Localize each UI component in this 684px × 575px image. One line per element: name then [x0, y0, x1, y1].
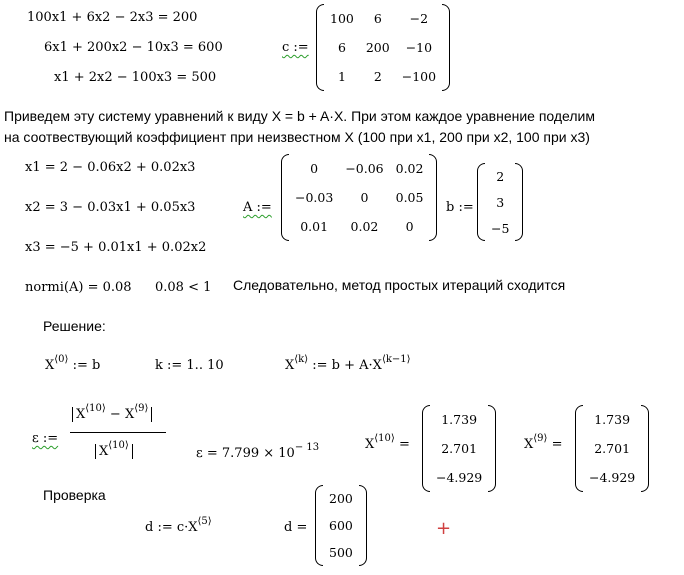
- matrix-cell: −10: [405, 40, 433, 55]
- insertion-cursor-mark[interactable]: +: [436, 518, 452, 539]
- matrix-cell: 3: [496, 194, 505, 210]
- matrix-cell: 0: [360, 190, 369, 205]
- matrix-cell: 200: [329, 491, 353, 506]
- A-definition-label: A :=: [243, 200, 272, 215]
- matrix-right-bracket: [359, 485, 367, 566]
- matrix-cell: −5: [491, 220, 510, 236]
- equation-2: 6x1 + 200x2 − 10x3 = 600: [44, 40, 223, 55]
- x10-result-label: $X^{⟨10⟩}$ =: [365, 433, 410, 452]
- matrix-right-bracket: [429, 154, 437, 241]
- matrix-cell: 2.701: [441, 441, 478, 456]
- k-range-definition: k := 1.. 10: [155, 358, 224, 373]
- epsilon-numerator: $X^{⟨10⟩} - X^{⟨9⟩}$: [72, 407, 152, 422]
- matrix-left-bracket: [281, 154, 289, 241]
- paragraph-line-2: на соотвествующий коэффициент при неизвестном X (100 при x1, 200 при x2, 100 при x3): [4, 129, 590, 145]
- A-matrix: [281, 154, 437, 241]
- c-definition-label: c :=: [282, 40, 309, 55]
- d-definition: d := $c\cdot X^{⟨5⟩}$: [145, 516, 212, 535]
- matrix-cell: 0.02: [350, 219, 379, 234]
- matrix-left-bracket: [477, 163, 485, 241]
- matrix-left-bracket: [316, 4, 324, 91]
- x0-definition: $X^{⟨0⟩}$ := b: [45, 354, 101, 373]
- matrix-right-bracket: [442, 4, 450, 91]
- matrix-cell: 1.739: [441, 412, 478, 427]
- epsilon-denominator: $X^{⟨10⟩}$: [95, 444, 133, 459]
- matrix-cell: 1.739: [594, 412, 631, 427]
- matrix-cell: 0.01: [300, 219, 329, 234]
- matrix-left-bracket: [422, 405, 430, 492]
- matrix-cell: 0: [310, 161, 319, 176]
- matrix-cell: −100: [401, 69, 437, 84]
- equation-3: x1 + 2x2 − 100x3 = 500: [54, 70, 217, 85]
- matrix-cell: 500: [329, 545, 353, 560]
- iter-equation-x2: x2 = 3 − 0.03x1 + 0.05x3: [25, 200, 196, 215]
- epsilon-value: $\varepsilon = 7.799 \times 10^{- 13}$: [196, 442, 320, 461]
- matrix-cell: 2: [496, 168, 505, 184]
- equation-1: 100x1 + 6x2 − 2x3 = 200: [27, 10, 198, 25]
- convergence-conclusion: Следовательно, метод простых итераций сходится: [233, 277, 566, 293]
- matrix-body: [485, 163, 515, 241]
- x10-result-vector: [422, 405, 496, 492]
- epsilon-definition-label: ε :=: [32, 431, 59, 446]
- matrix-cell: 200: [365, 40, 390, 55]
- b-vector: [477, 163, 523, 241]
- matrix-cell: −4.929: [436, 470, 483, 485]
- matrix-cell: 6: [373, 11, 382, 26]
- matrix-cell: 0.02: [395, 161, 424, 176]
- matrix-cell: 6: [337, 40, 346, 55]
- matrix-right-bracket: [515, 163, 523, 241]
- norm-inequality: 0.08 < 1: [155, 280, 212, 295]
- norm-expression: normi(A) = 0.08: [25, 280, 132, 295]
- epsilon-fraction-line: [70, 432, 166, 433]
- matrix-cell: 100: [330, 11, 354, 26]
- matrix-body: [289, 154, 429, 241]
- matrix-cell: −0.03: [295, 190, 334, 205]
- x9-result-vector: [575, 405, 649, 492]
- paragraph-line-1: Приведем эту систему уравнений к виду X = b + A·X. При этом каждое уравнение поделим: [4, 108, 595, 124]
- matrix-left-bracket: [315, 485, 323, 566]
- iter-equation-x1: x1 = 2 − 0.06x2 + 0.02x3: [25, 160, 196, 175]
- matrix-cell: 0: [405, 219, 414, 234]
- xk-iteration-definition: $X^{⟨k⟩}$ := $b + A\cdot X^{⟨k-1⟩}$: [285, 354, 411, 373]
- solution-label: Решение:: [43, 318, 106, 334]
- matrix-body: [323, 485, 359, 566]
- matrix-body: [324, 4, 442, 91]
- matrix-cell: −4.929: [589, 470, 636, 485]
- matrix-cell: −2: [409, 11, 429, 26]
- d-result-label: d =: [284, 520, 308, 535]
- x9-result-label: $X^{⟨9⟩}$ =: [524, 433, 563, 452]
- check-label: Проверка: [43, 487, 106, 503]
- matrix-cell: −0.06: [345, 161, 384, 176]
- matrix-cell: 600: [329, 518, 353, 533]
- matrix-body: [430, 405, 488, 492]
- matrix-cell: 0.05: [395, 190, 424, 205]
- matrix-left-bracket: [575, 405, 583, 492]
- matrix-body: [583, 405, 641, 492]
- matrix-cell: 2.701: [594, 441, 631, 456]
- matrix-cell: 1: [337, 69, 346, 84]
- b-definition-label: b :=: [446, 200, 474, 215]
- d-result-vector: [315, 485, 367, 566]
- matrix-right-bracket: [641, 405, 649, 492]
- matrix-right-bracket: [488, 405, 496, 492]
- iter-equation-x3: x3 = −5 + 0.01x1 + 0.02x2: [25, 240, 207, 255]
- matrix-cell: 2: [373, 69, 382, 84]
- c-matrix: [316, 4, 450, 91]
